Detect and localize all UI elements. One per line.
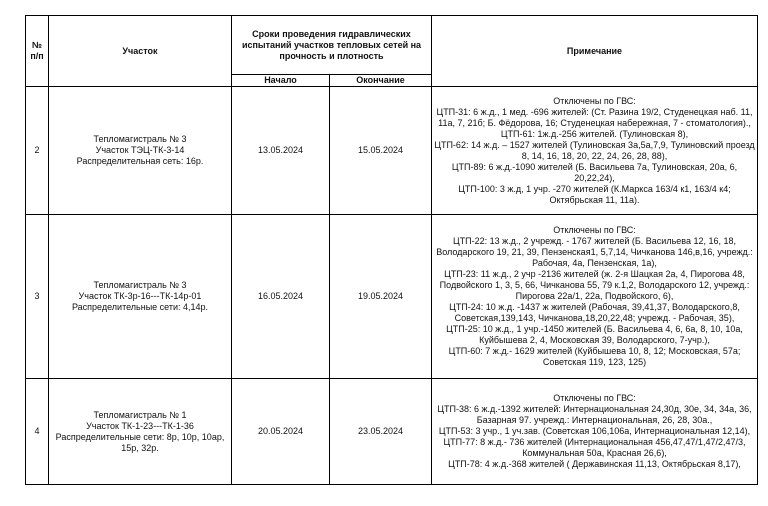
note-line: ЦТП-62: 14 ж.д. – 1527 жителей (Тулиновская 3а,5а,7,9, Тулиновский проезд 8, 14, 16, 18, 20, 22, 24, 26, 28, 88), — [434, 139, 755, 161]
row-start-date: 13.05.2024 — [232, 87, 330, 215]
header-end: Окончание — [330, 75, 432, 87]
row-num: 3 — [26, 215, 49, 379]
row-section — [49, 87, 232, 215]
row-section — [49, 379, 232, 485]
note-line: ЦТП-25: 10 ж.д., 1 учр.-1450 жителей (Б. Васильева 4, 6, 6а, 8, 10, 10а, Куйбышева 2, 4, Московская 39, Володарского, 7-учр.), — [446, 324, 743, 345]
row-num: 2 — [26, 87, 49, 215]
row-note — [432, 87, 758, 215]
section-line: Распределительная сеть: 16р. — [76, 156, 204, 166]
row-end-date: 19.05.2024 — [330, 215, 432, 379]
header-period: Сроки проведения гидравлических испытаний участков тепловых сетей на прочность и плотность — [232, 16, 432, 75]
row-start-date: 20.05.2024 — [232, 379, 330, 485]
table-row — [26, 87, 758, 215]
section-line: Тепломагистраль № 1 — [93, 409, 187, 420]
note-line: ЦТП-24: 10 ж.д. -1437 ж жителей (Рабочая, 39,41,37, Володарского,8, Советская,139,143, Чичканова,18,20,22,48; учрежд. - Рабочая, 35), — [449, 302, 740, 323]
table-header-row — [26, 16, 758, 75]
note-line: ЦТП-31: 6 ж.д., 1 мед. -696 жителей: (Ст. Разина 19/2, Студенецкая наб. 11, 11а, 7, 21б; Б. Фёдорова, 16; Студенецкая набережная, 7 - стоматология)., — [436, 106, 753, 128]
note-line: ЦТП-78: 4 ж.д.-368 жителей ( Державинская 11,13, Октябрьская 8,17), — [448, 459, 741, 469]
note-line: ЦТП-100: 3 ж.д, 1 учр. -270 жителей (К.Маркса 163/4 к1, 163/4 к4; Октябрьская 11, 11а). — [458, 183, 731, 205]
section-line: Тепломагистраль № 3 — [93, 280, 187, 290]
note-line: ЦТП-77: 8 ж.д.- 736 жителей (Интернациональная 456,47,47/1,47/2,47/3, Коммунальная 50а, Красная 26,6), — [443, 437, 746, 458]
note-line: ЦТП-22: 13 ж.д., 2 учрежд. - 1767 жителей (Б. Васильева 12, 16, 18, Володарского 19, 21, 39, Пензенская1, 5,7,14, Чичканова 146,в,16, учрежд.: Рабочая, 4а, Пензенская, 1а), — [436, 236, 753, 268]
note-line: Отключены по ГВС: — [553, 393, 636, 403]
row-section — [49, 215, 232, 379]
note-line: ЦТП-53: 3 учр., 1 уч.зав. (Советская 106,106а, Интернациональная 12,14), — [438, 426, 751, 436]
table-row — [26, 379, 758, 485]
row-end-date: 15.05.2024 — [330, 87, 432, 215]
header-section: Участок — [49, 16, 232, 87]
note-line: ЦТП-60: 7 ж.д.- 1629 жителей (Куйбышева 10, 8, 12; Московская, 57а; Советская 119, 123, 125) — [448, 346, 741, 367]
note-line: Отключены по ГВС: — [553, 95, 636, 106]
section-line: Участок ТК-1-23---ТК-1-36 — [86, 420, 194, 431]
note-line: ЦТП-23: 11 ж.д., 2 учр -2136 жителей (ж. 2-я Шацкая 2а, 4, Пирогова 48, Подвойского 1, 3, 5, 66, Чичканова 55, 79 к.1,2, Володарского 12, учрежд.: Пирогова 22а/1, 22а, Подвойского, 6), — [439, 269, 750, 301]
section-line: Участок ТК-3р-16---ТК-14р-01 — [78, 291, 202, 301]
table-row — [26, 215, 758, 379]
section-line: Распределительные сети: 4,14р. — [71, 302, 209, 312]
row-end-date: 23.05.2024 — [330, 379, 432, 485]
section-line: Распределительные сети: 8р, 10р, 10ар, 15р, 32р. — [55, 431, 225, 453]
section-line: Тепломагистраль № 3 — [93, 134, 187, 144]
row-start-date: 16.05.2024 — [232, 215, 330, 379]
note-line: ЦТП-89: 6 ж.д.-1090 жителей (Б. Васильева 7а, Тулиновская, 20а, 6, 20,22,24), — [451, 161, 738, 183]
header-num: № п/п — [26, 16, 49, 87]
note-line: ЦТП-61: 1ж.д.-256 жителей. (Тулиновская 8), — [500, 128, 689, 139]
section-line: Участок ТЭЦ-ТК-3-14 — [95, 145, 185, 155]
outage-schedule-table — [25, 15, 758, 485]
row-note — [432, 379, 758, 485]
note-line: ЦТП-38: 6 ж.д.-1392 жителей: Интернациональная 24,30д, 30е, 34, 34а, 36, Базарная 97. учрежд.: Интернациональная, 26, 28, 30а., — [437, 404, 752, 425]
header-note: Примечание — [432, 16, 758, 87]
header-start: Начало — [232, 75, 330, 87]
row-num: 4 — [26, 379, 49, 485]
row-note — [432, 215, 758, 379]
note-line: Отключены по ГВС: — [553, 225, 636, 235]
